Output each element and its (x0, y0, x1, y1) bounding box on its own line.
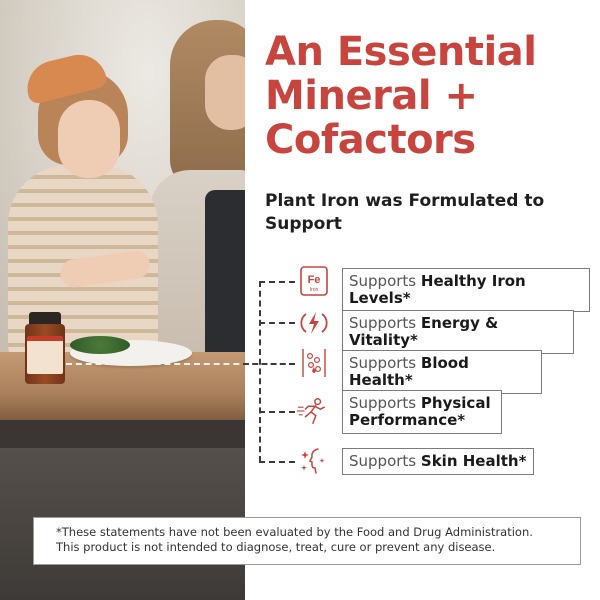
energy-bolt-icon (298, 307, 330, 339)
product-bottle (25, 312, 65, 384)
benefit-prefix: Supports (349, 272, 417, 290)
bottle-label (27, 336, 63, 374)
benefit-label: Physical Performance* (349, 394, 491, 429)
skin-sparkle-icon (298, 445, 330, 477)
fda-disclaimer: *These statements have not been evaluated by the Food and Drug Administration. This product is not intended to diagnose, treat, cure or prevent any disease. (33, 517, 581, 565)
connector-line-3 (243, 363, 295, 365)
benefit-energy-vitality (342, 310, 574, 354)
connector-line-4 (259, 411, 295, 413)
subheading: Plant Iron was Formulated to Support (265, 191, 545, 234)
headline-line-1: An Essential (265, 29, 537, 75)
connector-line-2 (259, 322, 295, 324)
benefit-blood-health (342, 350, 542, 394)
benefit-physical-performance (342, 390, 502, 434)
connector-line-vertical (259, 281, 261, 462)
photo-table-edge (0, 420, 245, 448)
iron-element-icon (298, 265, 330, 297)
benefit-label: Blood Health* (349, 354, 469, 389)
headline (265, 30, 595, 162)
benefit-label: Energy & Vitality* (349, 314, 499, 349)
blood-cells-icon (298, 347, 330, 379)
benefit-prefix: Supports (349, 354, 417, 372)
headline-line-3: Cofactors (265, 117, 476, 163)
benefit-prefix: Supports (349, 314, 417, 332)
photo-girl-face (58, 100, 120, 178)
benefit-healthy-iron (342, 268, 590, 312)
photo-woman-face (205, 55, 245, 130)
headline-line-2: Mineral + (265, 73, 478, 119)
lifestyle-photo (0, 0, 245, 600)
benefit-label: Healthy Iron Levels* (349, 272, 526, 307)
connector-line-plate (66, 363, 245, 365)
running-person-icon (296, 395, 328, 427)
iron-icon-subtext: Iron (309, 287, 319, 293)
benefit-prefix: Supports (349, 394, 417, 412)
connector-line-1 (259, 281, 295, 283)
benefit-label: Skin Health* (420, 452, 527, 470)
benefit-skin-health (342, 448, 534, 475)
benefit-prefix: Supports (349, 452, 417, 470)
connector-line-5 (259, 461, 295, 463)
iron-icon-symbol: Fe (307, 274, 321, 286)
photo-greens (70, 336, 130, 354)
